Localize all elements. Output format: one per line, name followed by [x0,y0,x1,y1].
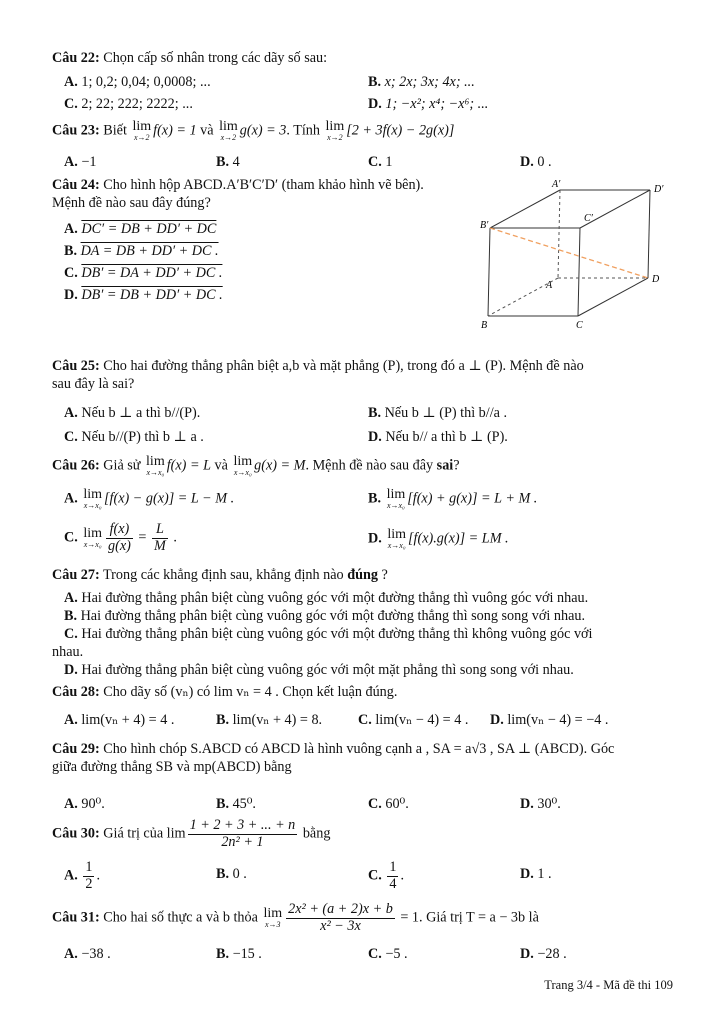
question-25: Câu 25: Cho hai đường thẳng phân biệt a,b và mặt phẳng (P), trong đó a ⊥ (P). Mệnh đề nào sau đây là sai? [52,358,584,392]
q22-option-a[interactable]: A. 1; 0,2; 0,04; 0,0008; ... [64,74,211,90]
q31-option-c[interactable]: C. −5 . [368,946,408,962]
q29-option-b[interactable]: B. 45⁰. [216,796,256,812]
q23-option-b[interactable]: B. 4 [216,154,240,170]
q28-option-b[interactable]: B. lim(vₙ + 4) = 8. [216,712,323,728]
vertex-label: D [652,274,660,285]
q27-option-a[interactable]: A. Hai đường thẳng phân biệt cùng vuông góc với một đường thẳng thì vuông góc với nhau. [64,590,589,606]
q30-option-b[interactable]: B. 0 . [216,866,247,882]
question-28: Câu 28: Cho dãy số (vₙ) có lim vₙ = 4 . Chọn kết luận đúng. [52,684,398,700]
q29-option-d[interactable]: D. 30⁰. [520,796,561,812]
q29-option-c[interactable]: C. 60⁰. [368,796,409,812]
q24-option-b[interactable]: B. DA = DB + DD′ + DC . [64,243,219,259]
q22-option-d[interactable]: D. 1; −x²; x⁴; −x⁶; ... [368,96,489,112]
q31-option-b[interactable]: B. −15 . [216,946,262,962]
q27-option-b[interactable]: B. Hai đường thẳng phân biệt cùng vuông góc với một đường thẳng thì song song với nhau. [64,608,586,624]
question-29: Câu 29: Cho hình chóp S.ABCD có ABCD là hình vuông cạnh a , SA = a√3 , SA ⊥ (ABCD). Góc giữa đường thẳng SB và mp(ABCD) bằng [52,741,615,775]
vertex-label: C′ [584,213,593,224]
question-27: Câu 27: Trong các khẳng định sau, khẳng định nào đúng ? [52,567,388,583]
q31-option-d[interactable]: D. −28 . [520,946,567,962]
page-footer: Trang 3/4 - Mã đề thi 109 [544,978,673,992]
question-26: Câu 26: Giả sử lim x→x₀ f(x) = L và lim x→x₀ g(x) = M. Mệnh đề nào sau đây sai? [52,454,460,477]
q28-option-a[interactable]: A. lim(vₙ + 4) = 4 . [64,712,175,728]
q30-option-c[interactable]: C. $\frac{1}{4}$ . [368,859,404,892]
vertex-label: B′ [480,220,489,231]
q26-option-b[interactable]: B. lim x→x₀ [f(x) + g(x)] = L + M . [368,487,538,510]
q30-option-d[interactable]: D. 1 . [520,866,552,882]
vertex-label: C [576,320,583,331]
q26-option-c[interactable]: C. lim x→x₀ $\frac{f(x)}{g(x)}$ = $\frac{L}{M}$ . [64,521,177,554]
q23-option-a[interactable]: A. −1 [64,154,97,170]
q22-option-b[interactable]: B. x; 2x; 3x; 4x; ... [368,74,475,90]
q25-option-a[interactable]: A. Nếu b ⊥ a thì b//(P). [64,405,201,421]
q25-option-c[interactable]: C. Nếu b//(P) thì b ⊥ a . [64,429,204,445]
q31-option-a[interactable]: A. −38 . [64,946,111,962]
q30-option-a[interactable]: A. $\frac{1}{2}$ . [64,859,100,892]
parallelepiped-figure [478,176,678,338]
q26-option-a[interactable]: A. lim x→x₀ [f(x) − g(x)] = L − M . [64,487,235,510]
q28-option-d[interactable]: D. lim(vₙ − 4) = −4 . [490,712,609,728]
question-23: Câu 23: Biết lim x→2 f(x) = 1 và lim x→2 g(x) = 3. Tính lim x→2 [2 + 3f(x) − 2g(x)] [52,119,455,142]
q25-option-d[interactable]: D. Nếu b// a thì b ⊥ (P). [368,429,508,445]
question-31: Câu 31: Cho hai số thực a và b thỏa lim x→3 $\frac{\text{2x² + (a + 2)x + b}}{\text{x² − 3x}}$ = 1. Giá trị T = a − 3b là [52,901,539,934]
q28-option-c[interactable]: C. lim(vₙ − 4) = 4 . [358,712,469,728]
q23-option-c[interactable]: C. 1 [368,154,393,170]
question-22: Câu 22: Chọn cấp số nhân trong các dãy số sau: [52,50,328,66]
q26-option-d[interactable]: D. lim x→x₀ [f(x).g(x)] = LM . [368,527,509,550]
question-30: Câu 30: Giá trị của lim $\frac{1 + 2 + 3 + ... + n}{\text{2n² + 1}}$ bằng [52,817,331,850]
q27-option-c-cont: nhau. [52,644,84,660]
q29-option-a[interactable]: A. 90⁰. [64,796,105,812]
q27-option-c[interactable]: C. Hai đường thẳng phân biệt cùng vuông góc với một đường thẳng thì không vuông góc với [64,626,593,642]
vertex-label: D′ [654,184,664,195]
q24-option-d[interactable]: D. DB′ = DB + DD′ + DC . [64,287,223,303]
question-24: Câu 24: Cho hình hộp ABCD.A′B′C′D′ (tham khảo hình vẽ bên). Mệnh đề nào sau đây đúng? [52,177,424,211]
q22-option-c[interactable]: C. 2; 22; 222; 2222; ... [64,96,193,112]
q27-option-d[interactable]: D. Hai đường thẳng phân biệt cùng vuông góc với một mặt phẳng thì song song với nhau. [64,662,574,678]
q25-option-b[interactable]: B. Nếu b ⊥ (P) thì b//a . [368,405,508,421]
vertex-label: B [481,320,488,331]
vertex-label: A [546,280,553,291]
vertex-label: A′ [552,179,561,190]
q23-option-d[interactable]: D. 0 . [520,154,552,170]
q24-option-c[interactable]: C. DB′ = DA + DD′ + DC . [64,265,223,281]
q24-option-a[interactable]: A. DC′ = DB + DD′ + DC [64,221,217,237]
